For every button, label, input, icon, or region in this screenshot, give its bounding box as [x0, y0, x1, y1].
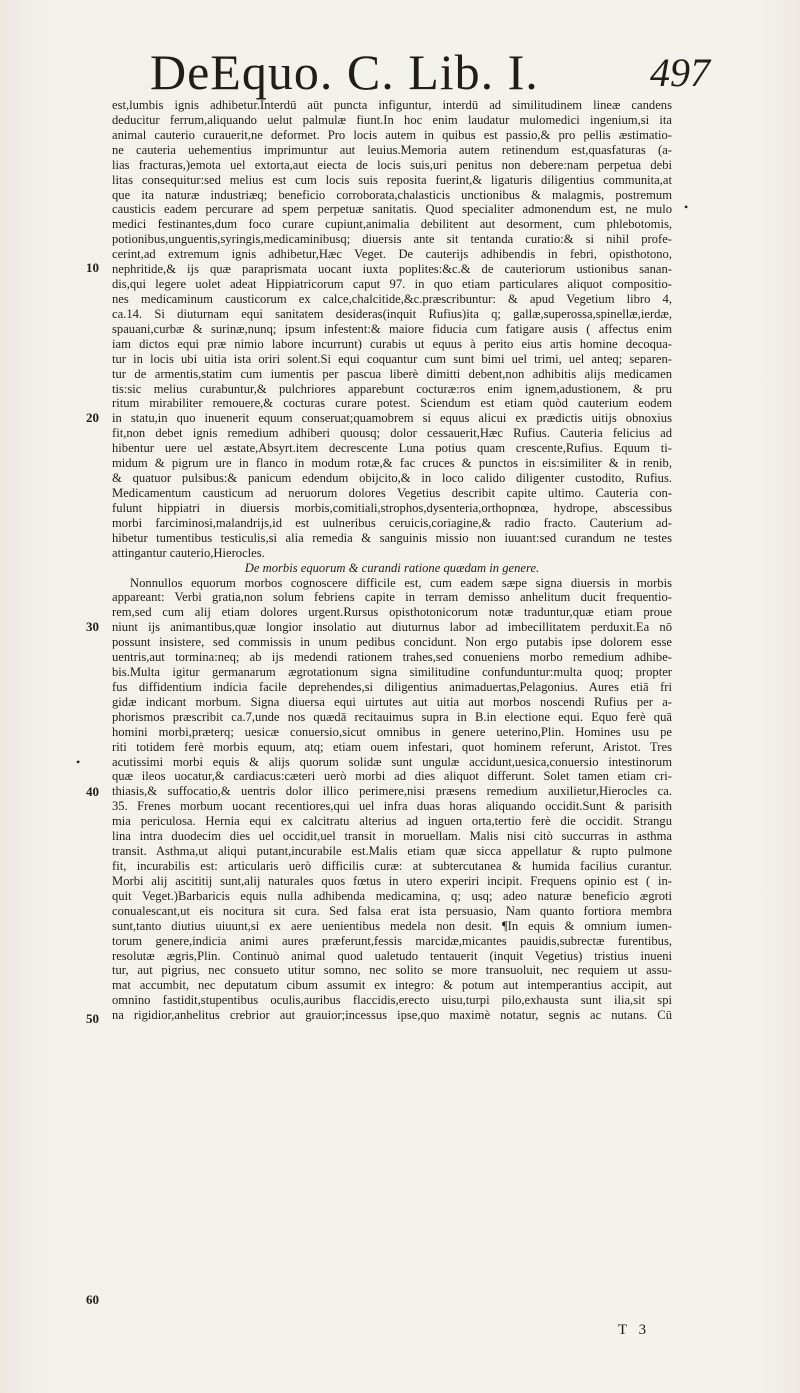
- text-line: bis.Multa igitur germanarum ægrotationum signa similitudine confunduntur:multa quoq; propter: [112, 665, 672, 680]
- margin-line-number: 40: [86, 784, 99, 799]
- text-line: na rigidior,anhelitus crebrior aut grauior;incessus ipse,quo maximè notatur, segnis ac nutans. Cū: [112, 1008, 672, 1023]
- text-line: tur in locis ubi uitia ista oriri solent.Si equi coquantur cum sunt bimi uel trimi, uel anteq; separen-: [112, 351, 672, 366]
- text-line: tis:sic melius curabuntur,& pulchriores apparebunt cocturæ:ros enim ignem,adustionem, & pru: [112, 381, 672, 396]
- text-line: spauani,curbæ & surinæ,nunq; ipsum infestent:& maiore fiducia cum fatigare ausis ( affectus enim: [112, 321, 672, 336]
- margin-line-number: 10: [86, 260, 99, 275]
- text-line: midum & pigrum ure in flanco in modum rotæ,& fac cruces & punctos in eis:similiter & in renib,: [112, 456, 672, 471]
- text-line: conualescant,ut eis nocitura sit cura. Sed falsa erat ista persuasio, Nam quanto fortiora membra: [112, 903, 672, 918]
- text-line: quæ ileos uocatur,& cardiacus:cæteri uerò morbi ad dies aliquot differunt. Solet tamen etiam cri-: [112, 769, 672, 784]
- text-line: gidæ indicant morbum. Signa diuersa equi uirtutes aut uitia aut morbos noscendi Rufius per a-: [112, 694, 672, 709]
- text-line: animal cauterio curauerit,ne deformet. Pro locis autem in quibus est passio,& pro pellis æstimatio-: [112, 127, 672, 142]
- margin-mark: •: [684, 200, 689, 214]
- text-line: & quatuor pulsibus:& panicum edendum obijcito,& in loco calido diligenter custodito, Rufius.: [112, 471, 672, 486]
- text-line: nephritide,& ijs quæ paraprismata uocant iuxta poplites:&c.& de cauteriorum ustionibus sanan-: [112, 262, 672, 277]
- text-line: acutissimi morbi equis & alijs quorum solidæ sunt ungulæ accidunt,uesica,conuersio intestinorum: [112, 754, 672, 769]
- text-line: homini morbi,præterq; uesicæ conuersio,sicut omnibus in genere ueterino,Plin. Homines usu pe: [112, 724, 672, 739]
- text-line: hibetur tumentibus testiculis,si alia remedia & sanguinis missio non iuuant:sed curandum ne testes: [112, 530, 672, 545]
- text-line: fulunt hippiatri in diuersis morbis,comitiali,strophos,dysenteria,orthopnœa, hydrope, abscessibus: [112, 500, 672, 515]
- section-heading: De morbis equorum & curandi ratione quædam in genere.: [244, 560, 540, 575]
- text-line: lina intra duodecim dies uel occidit,uel transit in moruellam. Malis nisi citò succurras in asthma: [112, 829, 672, 844]
- text-line: morbi farciminosi,malandrijs,id est uulneribus ceruicis,coriagine,& radio fracto. Cauterium ad-: [112, 515, 672, 530]
- text-line: ca.14. Si diuturnam equi sanitatem desideras(inquit Rufius)ita q; gallæ,superossa,spinellæ,ierdæ,: [112, 306, 672, 321]
- text-line: quit Veget.)Barbaricis equis nulla adhibenda medicamina, q; usq; adeo naturæ beneficio ægroti: [112, 888, 672, 903]
- text-line: torum genere,indicia animi aures præferunt,fessis marcidæ,micantes pauidis,subrectæ furentibus,: [112, 933, 672, 948]
- text-line: 35. Frenes morbum uocant recentiores,qui uel infra duas horas aliquando occidit.Sunt & parisith: [112, 799, 672, 814]
- text-line: attingantur cauterio,Hierocles.: [112, 545, 265, 560]
- text-line: Morbi alij ascititij sunt,alij naturales quos fœtus in utero experiri incipit. Frequens opinio est ( in-: [112, 873, 672, 888]
- text-line: Medicamentum causticum ad neruorum dolores Vegetius describit capite ultimo. Cauteria con-: [112, 485, 672, 500]
- text-line: fit,non debet ignis remedium adhiberi quousq; dolor cessauerit,Hæc Rufius. Cauteria felicius ad: [112, 426, 672, 441]
- margin-line-number: 20: [86, 410, 99, 425]
- text-line: medici festinantes,dum foco curare cupiunt,animalia debilitent aut desorment, cum phlebotomis,: [112, 217, 672, 232]
- margin-line-number: 30: [86, 619, 99, 634]
- page-number: 497: [650, 50, 710, 95]
- page-header: [150, 42, 710, 102]
- text-line: phorismos præscribit ca.7,unde nos quædā recitauimus supra in B.in electione equi. Equo ferè quā: [112, 709, 672, 724]
- text-line: resolutæ ægris,Plin. Continuò animal quod ualetudo tentauerit (inquit Vegetius) tristius inueni: [112, 948, 672, 963]
- text-line: mat accumbit, nec deputatum cibum assumit ex integro: & potum aut intemperantius accipit, aut: [112, 978, 672, 993]
- text-line: ritum mirabiliter remouere,& cocturas curare potest. Sciendum est etiam quòd cauterium eodem: [112, 396, 672, 411]
- text-line: fus diffidentium indicia facile deprehendes,si diligentius animaduertas,Pelagonius. Aures etiā fri: [112, 679, 672, 694]
- text-line: possunt insistere, sed commissis in unum pedibus concidunt. Non ergo putabis ipse dolorem esse: [112, 635, 672, 650]
- text-line: rem,sed cum alij etiam dolores urgent.Rursus opisthotonicorum notæ traduntur,quæ etiam proue: [112, 605, 672, 620]
- text-line: sunt,tanto diutius uiuunt,si ex aere uenientibus medela non desit. ¶In equis & omnium iumen-: [112, 918, 672, 933]
- text-line: transit. Asthma,ut aliqui putant,incurabile est.Malis etiam quæ sicca appellatur & rupto pulmone: [112, 844, 672, 859]
- text-line: est,lumbis ignis adhibetur.Interdū aūt puncta infiguntur, interdū ad similitudinem lineæ candens: [112, 98, 672, 112]
- text-line: nes medicaminum causticorum ex calce,chalcitide,&c.præscribuntur: & apud Vegetium libro 4,: [112, 291, 672, 306]
- text-line: cerint,ad extremum ignis adhibetur,Hæc Veget. De cauterijs adhibendis in febri, opisthotono,: [112, 247, 672, 262]
- text-line: iam dictos equi præ nimio labore incurrunt) curabis ut equus à perito eius artis homine decoqua-: [112, 336, 672, 351]
- text-line: appareant: Verbi gratia,non solum febriens capite in terram demisso anhelitum ducit frequentio-: [112, 590, 672, 605]
- text-line: dis,qui legere uolet adeat Hippiatricorum caput 97. in quo etiam particulares aliquot compositio-: [112, 277, 672, 292]
- text-line: thiasis,& suffocatio,& uentris dolor illico perimere,nisi præsens remedium auxilietur,Hierocles ca.: [112, 784, 672, 799]
- running-title: DeEquo. C. Lib. I.: [150, 44, 539, 100]
- text-line: niunt ijs animantibus,quæ longior insolatio aut diuturnus labor ad imbecillitatem perduxit.Ea nō: [112, 620, 672, 635]
- text-line: tur, aut pigrius, nec consueto utitur somno, nec solito se more transuoluit, nec requiem ut assu-: [112, 963, 672, 978]
- text-line: ne cauteria uehementius imprimuntur aut leuius.Memoria autem retinendum est,quasfaturas (a-: [112, 142, 672, 157]
- text-line: potionibus,unguentis,syringis,medicaminibusq; diuersis ante sit tentanda curatio:& si nihil profe-: [112, 232, 672, 247]
- text-line: Nonnullos equorum morbos cognoscere difficile est, cum eadem sæpe signa diuersis in morbis: [130, 575, 672, 590]
- margin-mark: •: [76, 755, 81, 769]
- text-line: causticis eadem percurare ad spem perpetuæ sanitatis. Quod specialiter admonendum est, ne mulo: [112, 202, 672, 217]
- text-line: tur de armentis,statim cum iumentis per pascua liberè dimitti debent,non adhibitis alijs medicamen: [112, 366, 672, 381]
- text-line: uentris,aut tormina:neq; ab ijs medendi rationem trahes,sed conueniens morbo remedium adhibe-: [112, 650, 672, 665]
- text-line: fit, incurabilis est: articularis uerò difficilis curæ: at subtercutanea & humida facilius curantur.: [112, 859, 672, 874]
- text-body: [112, 98, 672, 1023]
- text-line: mia periculosa. Hernia equi ex calcitratu alterius ad inguen orta,tertio ferè die occidit. Strangu: [112, 814, 672, 829]
- text-line: litas consequitur:sed melius est cum locis suis reposita fuerint,& ligaturis diligentius communita,at: [112, 172, 672, 187]
- text-line: deducitur ferrum,aliquando uelut palmulæ fiunt.In hoc enim laudatur mulomedici ingenium,si ita: [112, 112, 672, 127]
- margin-line-number: 50: [86, 1011, 99, 1026]
- text-line: lias fracturas,)emota uel extorta,aut eiecta de locis suis,uri penitus non debere:nam perpetua debi: [112, 157, 672, 172]
- text-line: omnino fastidit,stupentibus oculis,auribus flaccidis,erecto uisu,turpi pilo,exhausta sunt ilia,sit spi: [112, 993, 672, 1008]
- margin-line-number: 60: [86, 1292, 99, 1307]
- text-line: que ita naturæ industriæq; beneficio corroborata,chalasticis unctionibus & malagmis, postremum: [112, 187, 672, 202]
- text-line: hibentur uere uel æstate,Absyrt.item decrescente Luna potius quam crescente,Rufius. Equum ti-: [112, 441, 672, 456]
- text-line: riti totidem ferè morbis equum, atq; etiam ouem infestari, quot hominem referunt, Aristot. Tres: [112, 739, 672, 754]
- text-line: in statu,in quo inuenerit equum conseruat;quamobrem si equus alicui ex prædictis uitijs obnoxius: [112, 411, 672, 426]
- catchword: T 3: [618, 1322, 651, 1338]
